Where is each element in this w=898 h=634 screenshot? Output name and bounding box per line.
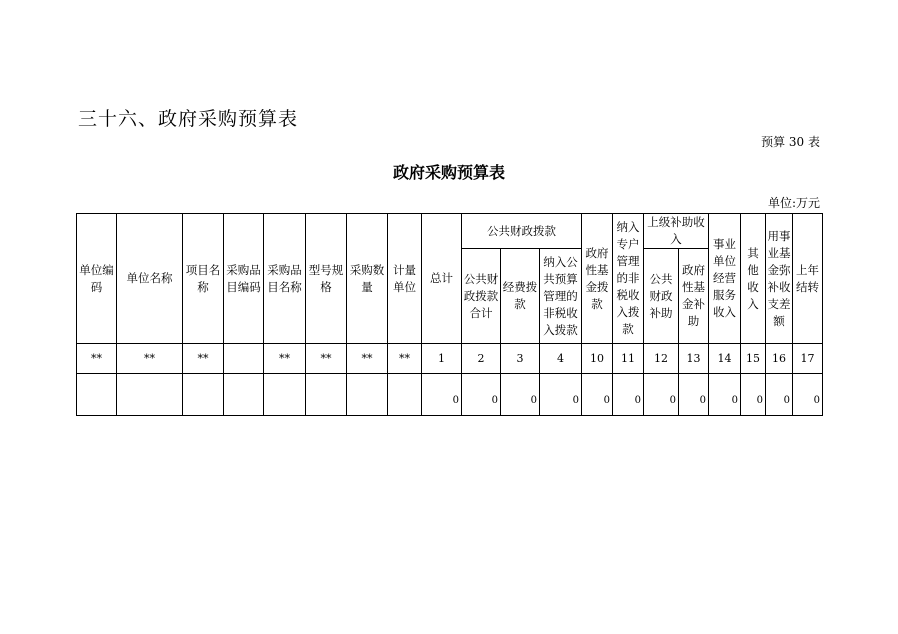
index-cell: **: [388, 344, 422, 374]
table-title: 政府采购预算表: [392, 163, 505, 182]
header-gov-fund-subsidy: 政府性基金补助: [679, 249, 709, 344]
header-gov-fund: 政府性基金拨款: [582, 214, 613, 344]
value-cell: 0: [501, 374, 540, 416]
header-model-spec: 型号规格: [306, 214, 347, 344]
index-cell: 14: [709, 344, 741, 374]
index-cell: **: [117, 344, 183, 374]
header-operating-funds: 经费拨款: [501, 249, 540, 344]
index-cell: 17: [793, 344, 823, 374]
header-special-account-nontax: 纳入专户管理的非税收入拨款: [613, 214, 644, 344]
header-item-code: 采购品目编码: [224, 214, 264, 344]
header-public-fiscal-subsidy: 公共财政补助: [644, 249, 679, 344]
header-public-institution-income: 事业单位经营服务收入: [709, 214, 741, 344]
index-cell: 15: [741, 344, 766, 374]
procurement-budget-table: [76, 213, 823, 416]
index-cell: 2: [462, 344, 501, 374]
header-nontax-income: 纳入公共预算管理的非税收入拨款: [540, 249, 582, 344]
header-public-fiscal-group: 公共财政拨款: [462, 214, 582, 249]
header-fund-balance-offset: 用事业基金弥补收支差额: [766, 214, 793, 344]
index-cell: **: [77, 344, 117, 374]
index-cell: 10: [582, 344, 613, 374]
header-public-fiscal-subtotal: 公共财政拨款合计: [462, 249, 501, 344]
value-cell: [306, 374, 347, 416]
header-project-name: 项目名称: [183, 214, 224, 344]
index-cell: **: [347, 344, 388, 374]
header-quantity: 采购数量: [347, 214, 388, 344]
value-cell: 0: [462, 374, 501, 416]
header-carryover: 上年结转: [793, 214, 823, 344]
value-cell: 0: [709, 374, 741, 416]
index-cell: **: [264, 344, 306, 374]
index-cell: 4: [540, 344, 582, 374]
value-cell: [224, 374, 264, 416]
value-cell: [388, 374, 422, 416]
table-row-index: [77, 344, 823, 374]
header-total: 总计: [422, 214, 462, 344]
header-other-income: 其他收入: [741, 214, 766, 344]
value-cell: 0: [540, 374, 582, 416]
index-cell: 12: [644, 344, 679, 374]
header-superior-subsidy-group: 上级补助收入: [644, 214, 709, 249]
value-cell: [264, 374, 306, 416]
index-cell: [224, 344, 264, 374]
index-cell: 16: [766, 344, 793, 374]
index-cell: 3: [501, 344, 540, 374]
value-cell: 0: [582, 374, 613, 416]
index-cell: 1: [422, 344, 462, 374]
value-cell: [347, 374, 388, 416]
value-cell: 0: [422, 374, 462, 416]
index-cell: **: [183, 344, 224, 374]
unit-label: 单位:万元: [767, 196, 820, 210]
value-cell: [117, 374, 183, 416]
value-cell: [183, 374, 224, 416]
table-row-values: [77, 374, 823, 416]
value-cell: 0: [793, 374, 823, 416]
value-cell: 0: [679, 374, 709, 416]
header-measure-unit: 计量单位: [388, 214, 422, 344]
header-unit-name: 单位名称: [117, 214, 183, 344]
form-number: 预算 30 表: [761, 135, 820, 149]
header-unit-code: 单位编码: [77, 214, 117, 344]
value-cell: [77, 374, 117, 416]
page-heading: 三十六、政府采购预算表: [78, 108, 299, 130]
value-cell: 0: [766, 374, 793, 416]
value-cell: 0: [741, 374, 766, 416]
value-cell: 0: [613, 374, 644, 416]
index-cell: **: [306, 344, 347, 374]
value-cell: 0: [644, 374, 679, 416]
header-item-name: 采购品目名称: [264, 214, 306, 344]
index-cell: 13: [679, 344, 709, 374]
index-cell: 11: [613, 344, 644, 374]
